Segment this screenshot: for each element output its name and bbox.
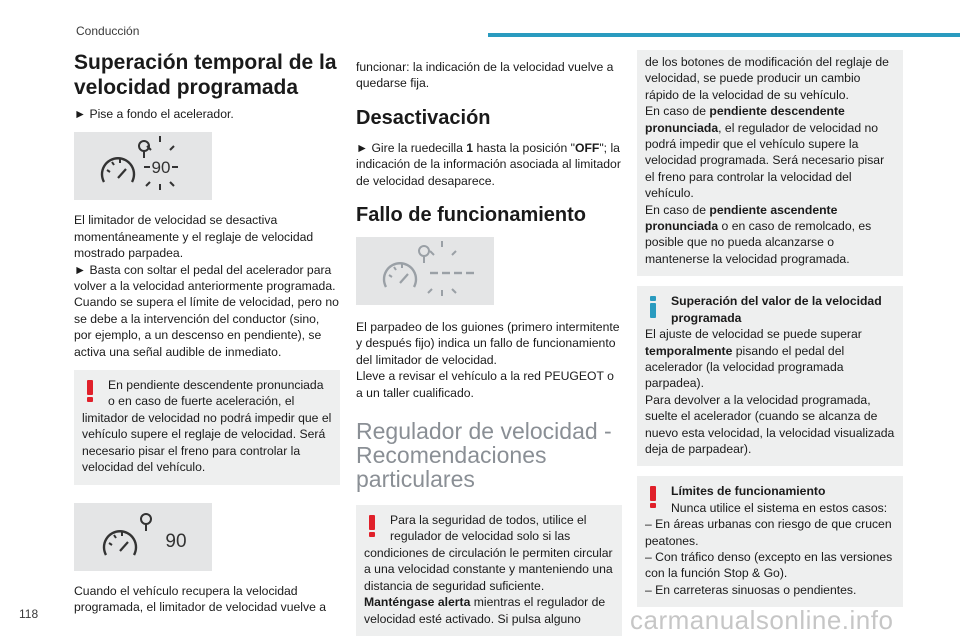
uphill-text-2: o en caso de remolcado, es posible que no pueda alcanzarse o mantenerse la velocidad programada.	[645, 219, 872, 266]
para-limiter-deactivates: El limitador de velocidad se desactiva momentáneamente y el reglaje de velocidad mostrado parpadea.	[74, 213, 314, 261]
warning-cruise-lead: Para la seguridad de todos, utilice el regulador de velocidad solo si las	[390, 513, 587, 544]
page-number: 118	[19, 607, 39, 621]
warning-box-cruise-continued	[637, 50, 903, 276]
downhill-text-1: En caso de	[645, 104, 710, 119]
watermark: carmanualsonline.info	[630, 605, 894, 635]
para-continued: funcionar: la indicación de la velocidad vuelve a quedarse fija.	[356, 60, 614, 91]
info-icon	[646, 295, 660, 319]
limits-item: – En áreas urbanas con riesgo de que crucen peatones.	[645, 517, 892, 548]
deact-off-position: OFF	[574, 140, 600, 155]
uphill-bold: pendiente ascendente pronunciada	[645, 202, 838, 234]
warning-exclamation-icon	[83, 379, 97, 403]
column-2	[356, 50, 622, 636]
para-uphill	[645, 202, 895, 268]
para-downhill	[645, 103, 895, 201]
info-title: Superación del valor de la velocidad programada	[671, 294, 882, 325]
warning-cruise-tail: mientras el regulador de velocidad esté activado. Si pulsa alguno	[364, 595, 606, 626]
uphill-text-1: En caso de	[645, 202, 710, 217]
running-header-section: Conducción	[76, 24, 140, 38]
info-para-1	[645, 326, 895, 392]
para-speed-recovered: Cuando el vehículo recupera la velocidad programada, el limitador de velocidad vuelve a	[74, 583, 327, 614]
warning-cruise-text: condiciones de circulación le permiten circular a una velocidad constante y manteniendo una distancia de seguridad suficiente.	[364, 545, 613, 593]
step-release-accelerator: ► Basta con soltar el pedal del acelerador para volver a la velocidad anteriormente programada.	[74, 262, 336, 294]
column-3	[637, 50, 903, 607]
speedometer-fault-dashes-icon	[356, 237, 494, 305]
limits-item: – En carreteras sinuosas o pendientes.	[645, 582, 857, 597]
deact-text-3: "; la indicación de la información asociada al limitador de velocidad desaparece.	[356, 140, 621, 188]
para-fault-blinking: El parpadeo de los guiones (primero intermitente y después fijo) indica un fallo de funcionamiento del limitador de velocidad.	[356, 320, 620, 367]
speedometer-limit-steady-icon	[74, 503, 212, 571]
limiter-speed-value-steady: 90	[165, 530, 187, 552]
warning-exclamation-icon	[646, 485, 660, 509]
para-deactivation	[356, 140, 622, 189]
warning-box-cruise-safety	[356, 505, 622, 636]
limits-lead: Nunca utilice el sistema en estos casos:	[671, 500, 888, 515]
limiter-display-blinking	[74, 132, 212, 200]
limits-item: – Con tráfico denso (excepto en las versiones con la función Stop & Go).	[645, 549, 893, 581]
section-title-cruise-recommendations: Regulador de velocidad - Recomendaciones particulares	[356, 418, 612, 493]
warning-box-limits	[637, 476, 903, 607]
section-title-overspeed: Superación temporal de la velocidad programada	[74, 51, 337, 99]
info-bold: temporalmente	[645, 343, 733, 358]
step-press-accelerator: ► Pise a fondo el acelerador.	[74, 107, 234, 121]
warning-downhill-text: limitador de velocidad no podrá impedir que el vehículo supere el reglaje de velocidad. Será necesario pisar el freno para controlar la velocidad del vehículo.	[82, 410, 332, 475]
warning-box-downhill	[74, 370, 340, 484]
warning-downhill-lead: En pendiente descendente pronunciada o en caso de fuerte aceleración, el	[108, 378, 324, 409]
column-1	[74, 50, 340, 615]
deact-text-2: hasta la posición "	[473, 140, 575, 155]
limiter-speed-value: 90	[151, 158, 171, 178]
deact-text-1: ► Gire la ruedecilla	[356, 140, 467, 155]
para-fault-service: Lleve a revisar el vehículo a la red PEUGEOT o a un taller cualificado.	[356, 369, 614, 400]
limiter-display-fault	[356, 237, 494, 305]
downhill-text-2: , el regulador de velocidad no podrá impedir que el vehículo supere la velocidad programada. Será necesario pisar el freno para controlar la velocidad del vehículo.	[645, 120, 885, 201]
info-text-1: El ajuste de velocidad se puede superar	[645, 327, 862, 342]
info-para-2: Para devolver a la velocidad programada, suelte el acelerador (cuando se alcanza de nuevo esta velocidad, la velocidad visualizada deja de parpadear).	[645, 392, 895, 456]
section-title-deactivation: Desactivación	[356, 106, 491, 129]
downhill-bold: pendiente descendente pronunciada	[645, 104, 845, 135]
para-speed-change: de los botones de modificación del reglaje de velocidad, se puede producir un cambio rápido de la velocidad de su vehículo.	[645, 55, 889, 102]
warning-exclamation-icon	[365, 514, 379, 538]
limits-title: Límites de funcionamiento	[671, 484, 826, 499]
info-box-overspeed	[637, 286, 903, 466]
section-title-malfunction: Fallo de funcionamiento	[356, 204, 587, 227]
speedometer-limit-blinking-icon	[74, 132, 212, 200]
info-text-2: pisando el pedal del acelerador (la velocidad programada parpadea).	[645, 343, 845, 391]
deact-wheel-number: 1	[466, 140, 474, 155]
warning-cruise-alert: Manténgase alerta	[364, 595, 471, 610]
header-accent-bar	[488, 33, 960, 37]
para-audible-signal: Cuando se supera el límite de velocidad, pero no se debe a la intervención del conductor (sino, por ejemplo, a un descenso en pendiente), se activa una señal audible de inmediato.	[74, 295, 339, 359]
limiter-display-steady	[74, 503, 212, 571]
